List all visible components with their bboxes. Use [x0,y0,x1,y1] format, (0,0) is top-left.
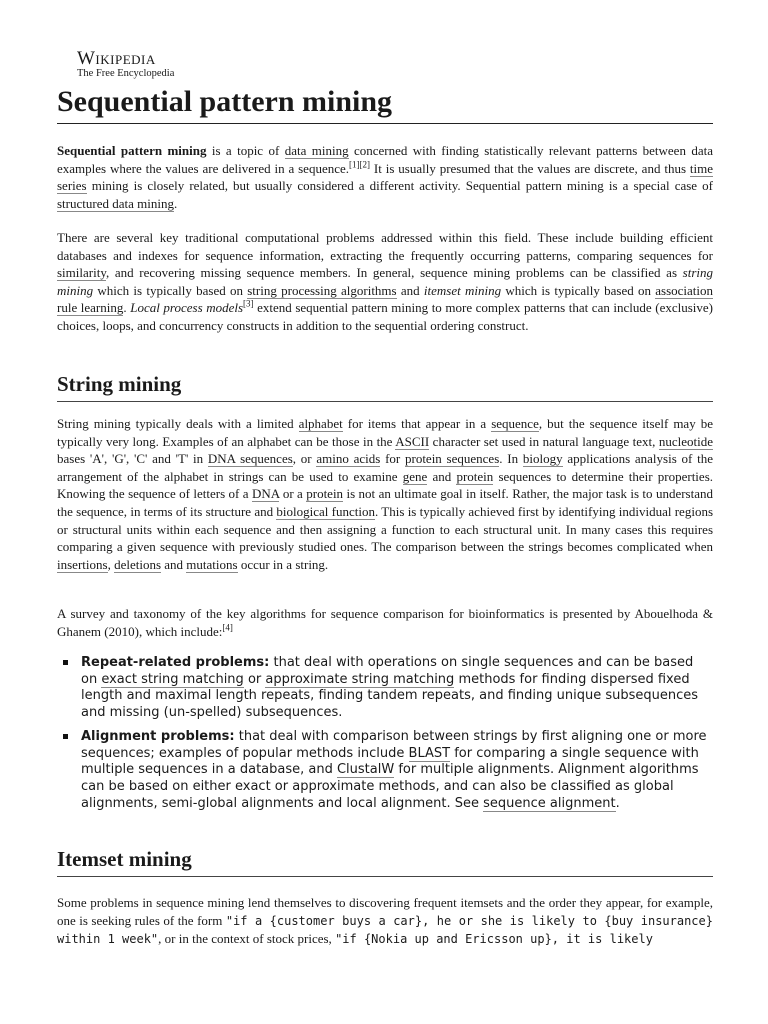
text: which is typically based on [501,282,656,298]
link-blast[interactable]: BLAST [408,745,451,761]
text: sequences to determine their properties. Knowing the sequence of letters of a [57,468,713,502]
text: methods for finding dispersed fixed length and maximal length repeats, finding tandem repeats, and finding unique subsequences and missing (un-spelled) subsequences. [81,671,699,721]
link-approximate-string-matching[interactable]: approximate string matching [265,671,455,687]
ref-4[interactable]: [4] [222,622,233,633]
link-protein-2[interactable]: protein [306,486,344,502]
text: . In [499,451,523,467]
text: . This is typically achieved first by identifying individual regions or structural units within each sequence and then assigning a function to each structural unit. In many cases this requires comparing a given sequence with previously studied ones. The comparison between the strings becomes complicated when [57,503,713,555]
text: which is typically based on [93,282,248,298]
text: for multiple alignments. Alignment algorithms can be based on either exact or approximate methods, and can also be classified as global alignments, semi-global alignments and local alignment. See [81,762,699,811]
text: is not an ultimate goal in itself. Rather, the major task is to understand the sequence, in terms of its structure and [57,486,713,519]
link-structured-data-mining[interactable]: structured data mining [57,195,174,211]
link-clustalw[interactable]: ClustalW [336,762,395,778]
link-biology[interactable]: biology [522,451,563,467]
link-gene[interactable]: gene [402,468,428,484]
text: , but the sequence itself may be typically very long. Examples of an alphabet can be those in the [57,416,713,449]
text: applications analysis of the arrangement of the alphabet in strings can be used to examine [57,451,713,484]
link-sequence[interactable]: sequence [491,416,539,431]
link-amino-acids[interactable]: amino acids [316,451,381,467]
ref-3[interactable]: [3] [243,299,254,310]
section-heading-string-mining: String mining [57,369,713,402]
text: There are several key traditional computational problems addressed within this field. These include building efficient databases and indexes for sequence information, extracting the frequently occurring patterns, comparing sequences for [57,230,713,263]
link-deletions[interactable]: deletions [114,556,161,572]
text: character set used in natural language text, [429,433,659,449]
problem-list [57,655,713,819]
link-data-mining[interactable]: data mining [284,143,349,158]
link-dna[interactable]: DNA [251,486,280,502]
text: bases 'A', 'G', 'C' and 'T' in [57,451,208,467]
intro-paragraph-2 [57,229,713,335]
string-mining-paragraph-2 [57,605,713,640]
link-mutations[interactable]: mutations [186,556,238,572]
text: . [173,195,178,211]
ref-2[interactable]: [2] [359,159,371,170]
text: , and recovering missing sequence members. In general, sequence mining problems can be classified as [106,265,683,281]
bullet-icon [63,660,68,665]
link-biological-function[interactable]: biological function [276,503,375,519]
text: , or [292,451,317,467]
string-mining-paragraph-1 [57,415,713,573]
ref-1[interactable]: [1] [349,159,360,170]
section-heading-itemset-mining: Itemset mining [57,844,713,877]
text: concerned with finding statistically relevant patterns between data examples where the values are delivered in a sequence. [57,143,713,176]
link-insertions[interactable]: insertions [57,556,108,572]
logo-title: Wikipedia [77,48,156,69]
text: and [396,282,424,298]
link-nucleotide[interactable]: nucleotide [658,433,714,449]
text: occur in a string. [237,556,329,572]
link-dna-sequences[interactable]: DNA sequences [207,451,293,467]
link-time-series[interactable]: time series [57,160,713,194]
text: , [107,556,115,572]
text: . [615,795,620,811]
list-item-alignment [57,729,713,813]
wikipedia-logo[interactable] [77,48,713,79]
text: A survey and taxonomy of the key algorithms for sequence comparison for bioinformatics is presented by Abouelhoda & Ghanem (2010), which include: [57,606,713,639]
logo-subtitle: The Free Encyclopedia [77,68,175,79]
italic-term: itemset mining [423,282,502,298]
text: and [161,556,187,572]
text: or a [279,486,307,502]
link-sequence-alignment[interactable]: sequence alignment [483,795,616,811]
page-header [57,48,713,124]
page-title: Sequential pattern mining [57,83,713,124]
text: or [243,671,266,687]
intro-paragraph-1 [57,142,713,212]
text: that deal with comparison between strings by first aligning one or more sequences; examples of popular methods include [81,728,707,761]
list-item-title: Alignment problems: [81,728,235,744]
link-alphabet[interactable]: alphabet [298,416,343,431]
text: String mining typically deals with a limited [57,416,299,431]
code-example-rule: "if a {customer buys a car}, he or she is likely to {buy insurance} within 1 week" [57,913,713,947]
list-item-repeat-related [57,655,713,722]
link-protein-sequences[interactable]: protein sequences [404,451,500,467]
code-example-stock: "if {Nokia up and Ericsson up}, it is likely [335,932,653,947]
text: for comparing a single sequence with multiple sequences in a database, and [81,745,699,778]
text: mining is closely related, but usually considered a different activity. Sequential pattern mining is a special case of [86,178,713,194]
text: for [380,451,405,467]
text: and [427,468,457,484]
link-protein[interactable]: protein [456,468,494,484]
text: for items that appear in a [342,416,492,431]
link-similarity[interactable]: similarity [57,265,106,281]
link-exact-string-matching[interactable]: exact string matching [101,671,244,687]
bullet-icon [63,734,68,739]
text: Some problems in sequence mining lend themselves to discovering frequent itemsets and the order they appear, for example, one is seeking rules of the form [57,895,713,928]
itemset-mining-paragraph-1 [57,894,713,949]
text: is a topic of [206,143,285,158]
link-ascii[interactable]: ASCII [395,433,430,449]
text: . [123,300,131,316]
link-string-processing-algorithms[interactable]: string processing algorithms [247,282,397,298]
italic-term: Local process models [130,300,244,316]
list-item-title: Repeat-related problems: [81,655,270,670]
italic-term: string mining [57,265,713,298]
text: that deal with operations on single sequences and can be based on [81,655,694,687]
text: It is usually presumed that the values are discrete, and thus [370,160,690,176]
text: , or in the context of stock prices, [158,931,336,947]
bold-term: Sequential pattern mining [57,143,207,158]
text: extend sequential pattern mining to more complex patterns that can include (exclusive) choices, loops, and concurrency constructs in addition to the sequential ordering construct. [57,300,713,333]
link-association-rule-learning[interactable]: association rule learning [57,282,714,316]
